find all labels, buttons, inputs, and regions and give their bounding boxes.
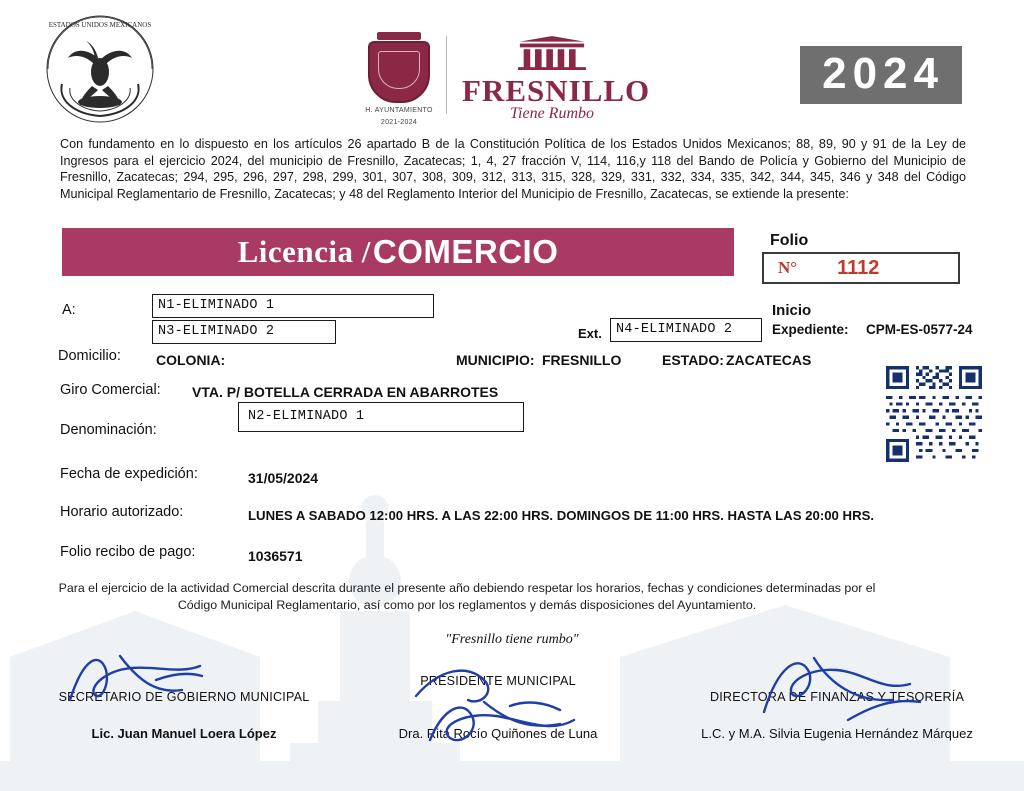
label-expediente: Expediente: [772, 322, 849, 337]
denominacion-value: N2-ELIMINADO 1 [248, 409, 365, 424]
folio-label: Folio [770, 232, 809, 249]
municipio-value: FRESNILLO [542, 352, 622, 368]
giro-value: VTA. P/ BOTELLA CERRADA EN ABARROTES [192, 384, 499, 400]
label-recibo: Folio recibo de pago: [60, 544, 196, 560]
year-badge: 2024 [800, 46, 962, 104]
folio-box [762, 252, 960, 284]
label-fecha: Fecha de expedición: [60, 466, 198, 482]
document-header [0, 10, 1024, 128]
a-value: N1-ELIMINADO 1 [158, 298, 275, 313]
label-municipio: MUNICIPIO: [456, 352, 535, 368]
qr-code [886, 366, 982, 462]
motto-text: "Fresnillo tiene rumbo" [445, 632, 579, 647]
label-denominacion: Denominación: [60, 422, 157, 438]
label-colonia: COLONIA: [156, 352, 226, 368]
horario-value: LUNES A SABADO 12:00 HRS. A LAS 22:00 HRS. DOMINGOS DE 11:00 HRS. HASTA LAS 20:00 HRS. [248, 508, 875, 523]
header-divider [446, 36, 447, 114]
signature-presidente [348, 674, 648, 741]
label-estado: ESTADO: [662, 352, 724, 368]
legal-basis-text: Con fundamento en lo dispuesto en los artículos 26 apartado B de la Constitución Política de los Estados Unidos Mexicanos; 88, 89, 90 y 91 de la Ley de Ingresos para el ejercicio 2024, del municipio de Fresnillo, Zacatecas; 1, 4, 27 fracción V, 114, 116,y 118 del Bando de Policía y Gobierno del Municipio de Fresnillo, Zacatecas; 294, 295, 296, 297, 298, 299, 301, 307, 308, 309, 312, 313, 315, 328, 329, 331, 332, 334, 335, 342, 344, 345, 346 y 348 del Código Municipal Reglamentario de Fresnillo, Zacatecas; y 48 del Reglamento Interior del Municipio de Fresnillo, Zacatecas, se extiende la presente: [60, 137, 966, 201]
signature-name-tesoreria: L.C. y M.A. Silvia Eugenia Hernández Márquez [701, 726, 973, 741]
signature-role-tesoreria: DIRECTORA DE FINANZAS Y TESORERÍA [709, 690, 965, 704]
signature-tesoreria [672, 690, 1002, 741]
ext-value: N4-ELIMINADO 2 [616, 322, 733, 337]
svg-text:ESTADOS UNIDOS MEXICANOS: ESTADOS UNIDOS MEXICANOS [48, 21, 152, 29]
folio-number-symbol: N° [778, 258, 798, 277]
footer-conditions-text: Para el ejercicio de la actividad Comercial descrita durante el presente año debiendo respetar los horarios, fechas y condiciones determinadas por el Código Municipal Reglamentario, así como por los reglamentos y demás disposiciones del Ayuntamiento. [58, 581, 876, 612]
license-title-part2: COMERCIO [372, 233, 559, 270]
building-logo-icon [462, 36, 642, 70]
city-shield-icon [360, 32, 438, 126]
signature-role-secretario: SECRETARIO DE GOBIERNO MUNICIPAL [58, 690, 310, 704]
label-a: A: [62, 302, 76, 318]
shield-caption-line2: 2021-2024 [380, 119, 418, 126]
label-inicio: Inicio [772, 302, 812, 319]
label-giro: Giro Comercial: [60, 382, 161, 398]
mexico-coat-of-arms-icon [40, 14, 160, 124]
fecha-value: 31/05/2024 [248, 470, 319, 486]
fresnillo-brand [462, 36, 651, 123]
a-value2: N3-ELIMINADO 2 [158, 324, 275, 339]
label-domicilio: Domicilio: [58, 348, 121, 364]
shield-caption-line1: H. AYUNTAMIENTO [365, 107, 433, 114]
signature-name-presidente: Dra. Rita Rocío Quiñones de Luna [398, 726, 598, 741]
license-title-part1: Licencia / [237, 234, 371, 269]
license-title-bar [62, 228, 734, 276]
brand-tagline: Tiene Rumbo [510, 105, 594, 122]
brand-name: FRESNILLO [462, 73, 651, 108]
signature-secretario [24, 690, 344, 741]
estado-value: ZACATECAS [726, 352, 812, 368]
expediente-value: CPM-ES-0577-24 [866, 322, 973, 337]
signature-name-secretario: Lic. Juan Manuel Loera López [91, 726, 277, 741]
label-horario: Horario autorizado: [60, 504, 184, 520]
signature-role-presidente: PRESIDENTE MUNICIPAL [420, 674, 576, 688]
label-ext: Ext. [578, 326, 602, 341]
recibo-value: 1036571 [248, 548, 303, 564]
folio-number-value: 1112 [837, 256, 880, 279]
